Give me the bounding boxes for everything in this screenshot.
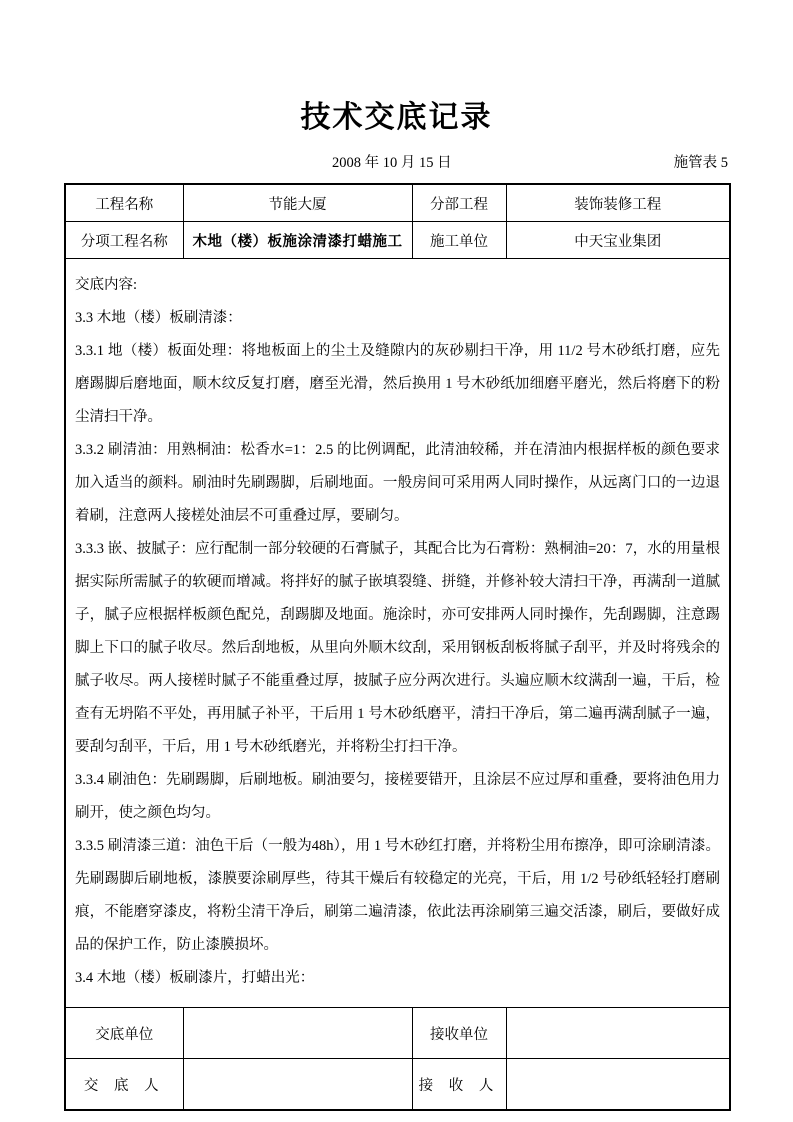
division-work-value: 装饰装修工程 <box>506 184 730 222</box>
receiving-unit-label: 接收单位 <box>412 1008 506 1059</box>
technical-disclosure-table <box>64 183 731 1111</box>
receiver-person-label: 接 收 人 <box>412 1059 506 1111</box>
receiver-person-field[interactable] <box>506 1059 730 1111</box>
table-row <box>65 1059 730 1111</box>
form-code: 施管表 5 <box>673 155 728 171</box>
disclosure-content-cell <box>65 259 730 1008</box>
content-paragraph-0: 3.3 木地（楼）板刷清漆： <box>75 310 242 326</box>
document-date: 2008 年 10 月 15 日 <box>332 155 452 171</box>
disclosure-unit-field[interactable] <box>183 1008 412 1059</box>
disclosure-unit-label: 交底单位 <box>65 1008 183 1059</box>
sub-project-name-value: 木地（楼）板施涂清漆打蜡施工 <box>183 222 412 259</box>
content-paragraph-5: 3.3.5 刷清漆三道：油色干后（一般为48h），用 1 号木砂红打磨，并将粉尘用布擦净，即可涂刷清漆。先刷踢脚后刷地板，漆膜要涂刷厚些，待其干燥后有较稳定的光亮，干后，用 1/2 号砂纸轻轻打磨刷痕，不能磨穿漆皮，将粉尘清干净后，刷第二遍清漆，依此法再涂刷第三遍交活漆，刷后，要做好成品的保护工作，防止漆膜损坏。 <box>75 838 720 953</box>
discloser-person-label: 交 底 人 <box>65 1059 183 1111</box>
receiving-unit-field[interactable] <box>506 1008 730 1059</box>
content-paragraph-4: 3.3.4 刷油色：先刷踢脚，后刷地板。刷油要匀，接槎要错开，且涂层不应过厚和重叠，要将油色用力刷开，使之颜色均匀。 <box>75 772 720 821</box>
project-name-value: 节能大厦 <box>183 184 412 222</box>
table-row <box>65 222 730 259</box>
content-heading: 交底内容: <box>75 277 138 293</box>
table-row <box>65 1008 730 1059</box>
construction-unit-value: 中天宝业集团 <box>506 222 730 259</box>
division-work-label: 分部工程 <box>412 184 506 222</box>
content-paragraph-1: 3.3.1 地（楼）板面处理：将地板面上的尘土及缝隙内的灰砂剔扫干净，用 11/2 号木砂纸打磨，应先磨踢脚后磨地面，顺木纹反复打磨，磨至光滑，然后换用 1 号木砂纸加细磨平磨光，然后将磨下的粉尘清扫干净。 <box>75 343 720 425</box>
project-name-label: 工程名称 <box>65 184 183 222</box>
content-paragraph-6: 3.4 木地（楼）板刷漆片，打蜡出光： <box>75 970 315 986</box>
content-paragraph-2: 3.3.2 刷清油：用熟桐油：松香水=1：2.5 的比例调配，此清油较稀，并在清油内根据样板的颜色要求加入适当的颜料。刷油时先刷踢脚，后刷地面。一般房间可采用两人同时操作，从远离门口的一边退着刷，注意两人接槎处油层不可重叠过厚，要刷匀。 <box>75 442 720 524</box>
page-title: 技术交底记录 <box>300 101 493 134</box>
sub-project-name-label: 分项工程名称 <box>65 222 183 259</box>
construction-unit-label: 施工单位 <box>412 222 506 259</box>
subtitle-row <box>64 152 728 174</box>
content-row <box>65 259 730 1008</box>
table-row <box>65 184 730 222</box>
discloser-person-field[interactable] <box>183 1059 412 1111</box>
content-paragraph-3: 3.3.3 嵌、披腻子：应行配制一部分较硬的石膏腻子，其配合比为石膏粉：熟桐油=20：7，水的用量根据实际所需腻子的软硬而增减。将拌好的腻子嵌填裂缝、拼缝，并修补较大清扫干净，再满刮一道腻子，腻子应根据样板颜色配兑，刮踢脚及地面。施涂时，亦可安排两人同时操作，先刮踢脚，注意踢脚上下口的腻子收尽。然后刮地板，从里向外顺木纹刮，采用钢板刮板将腻子刮平，并及时将残余的腻子收尽。两人接槎时腻子不能重叠过厚，披腻子应分两次进行。头遍应顺木纹满刮一遍，干后，检查有无坍陷不平处，再用腻子补平，干后用 1 号木砂纸磨平，清扫干净后，第二遍再满刮腻子一遍，要刮匀刮平，干后，用 1 号木砂纸磨光，并将粉尘打扫干净。 <box>75 541 720 755</box>
